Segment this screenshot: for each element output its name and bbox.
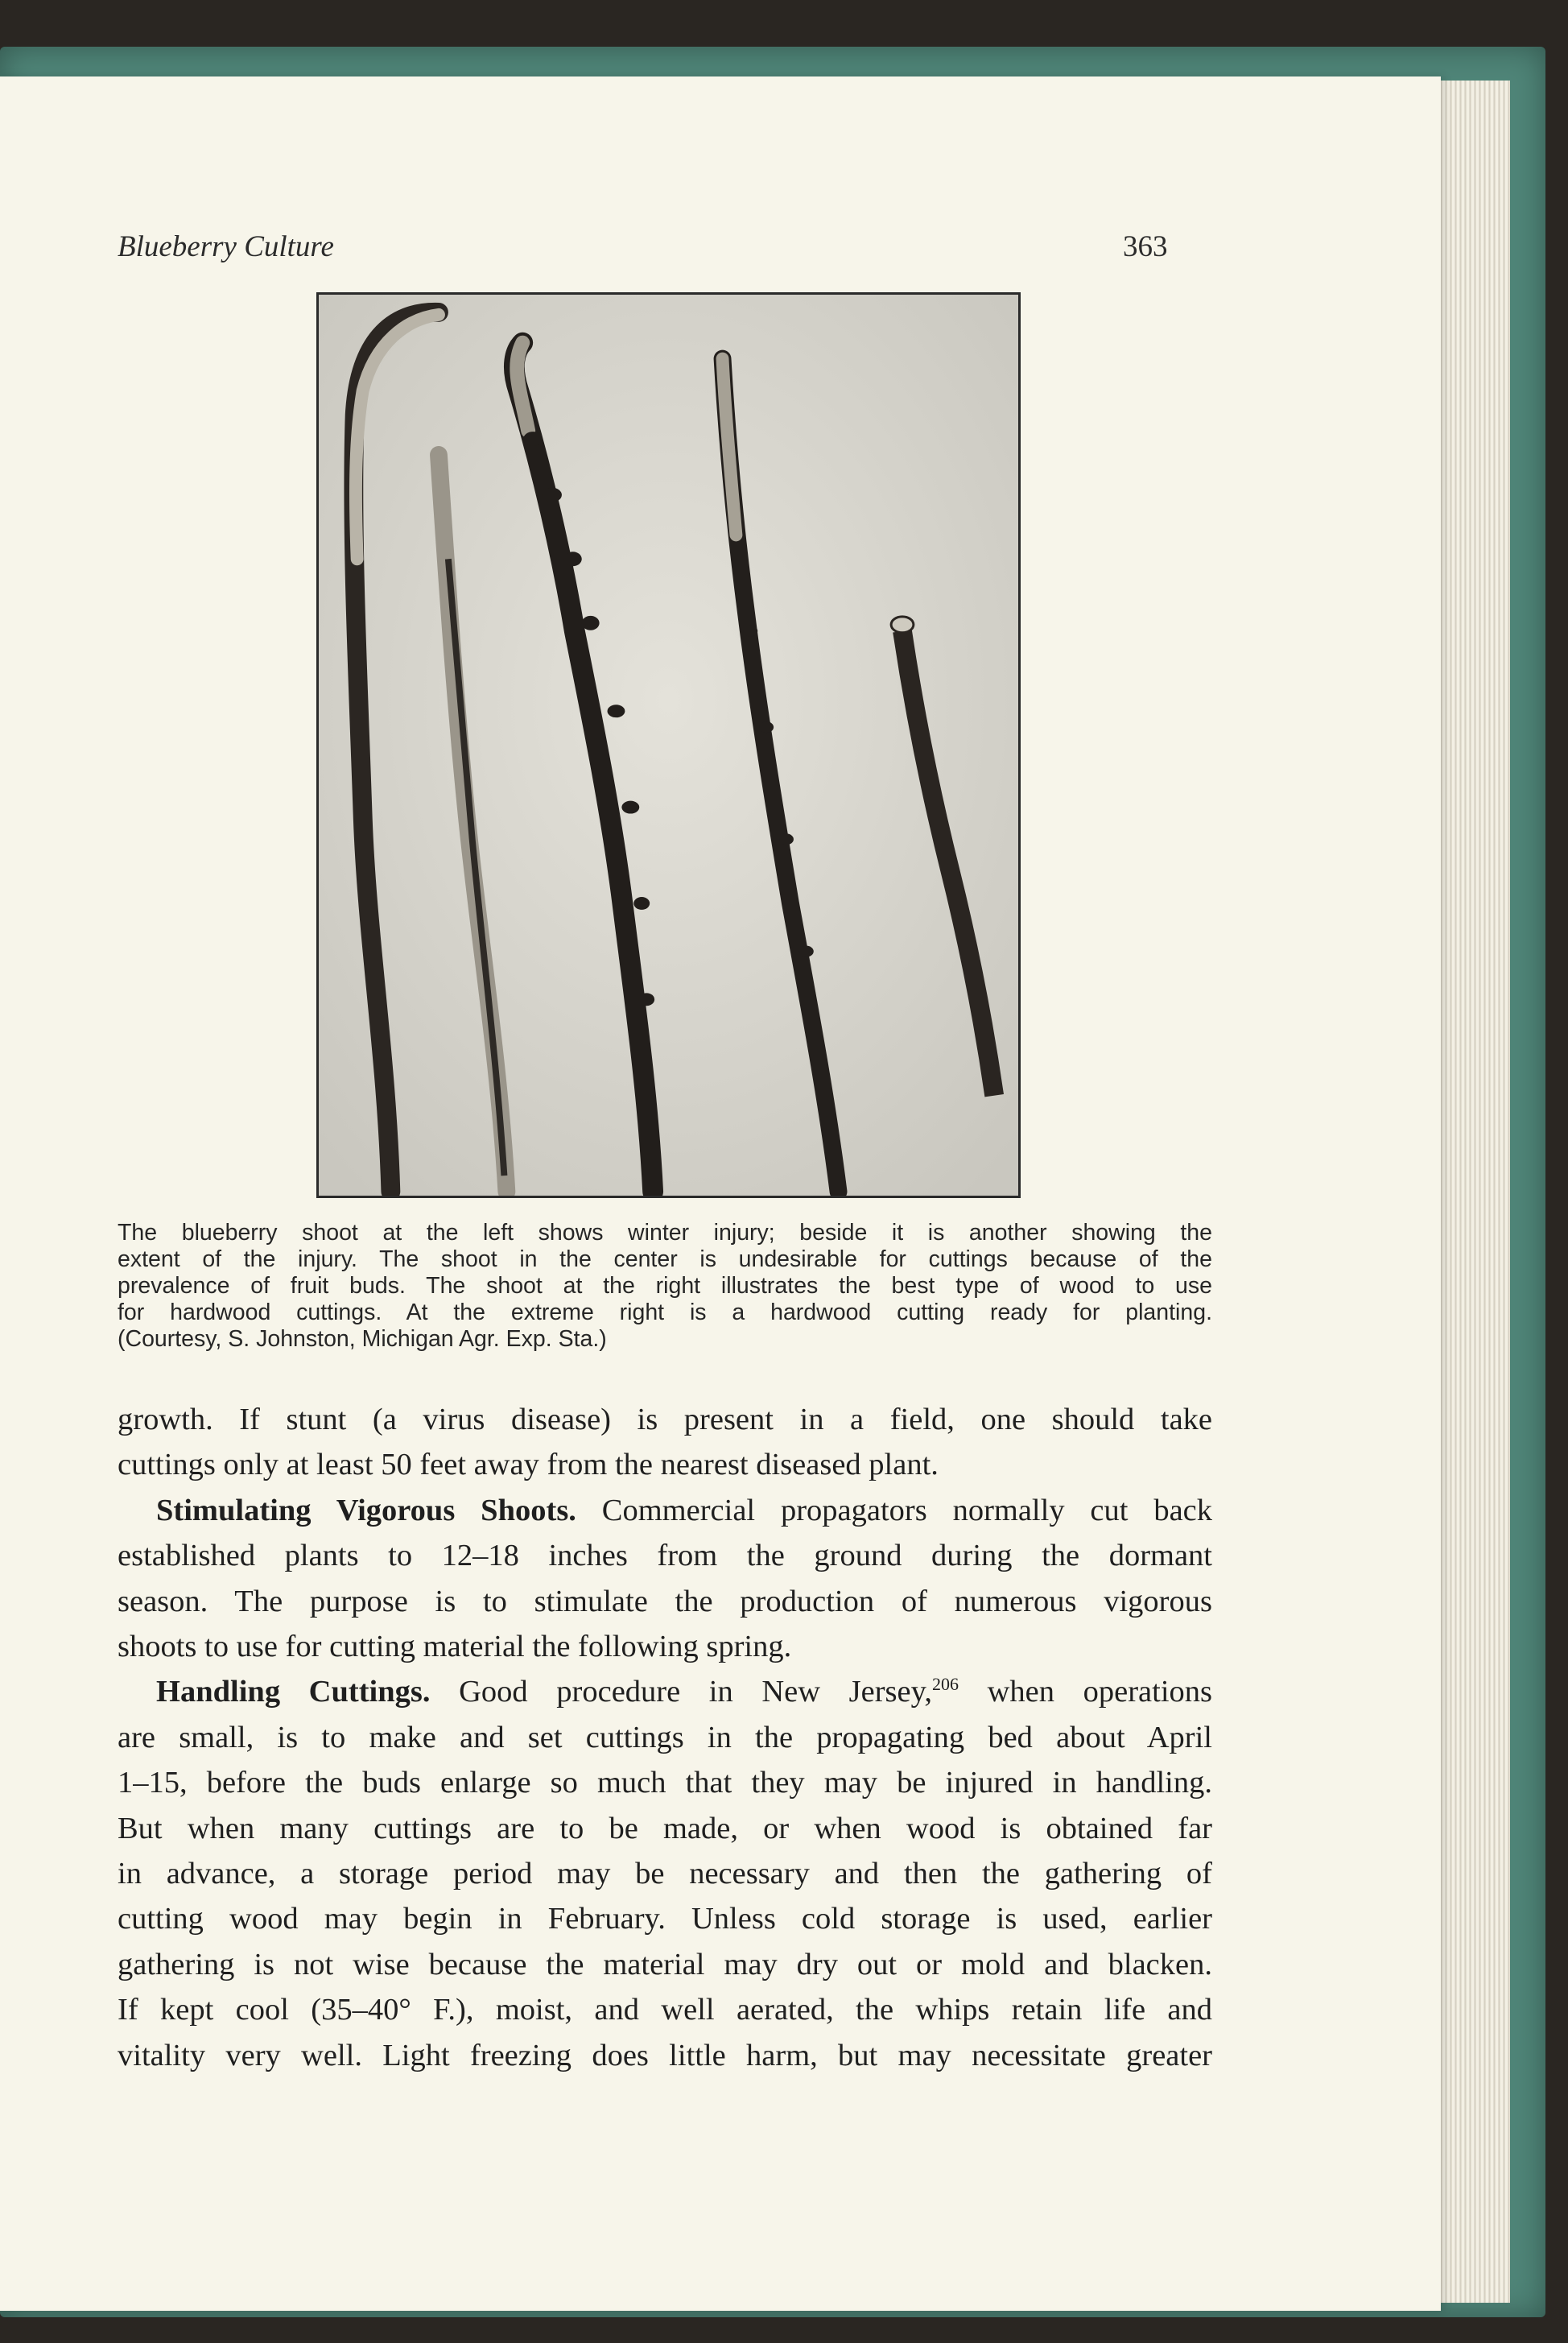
section-heading-handling-cuttings: Handling Cuttings. — [156, 1675, 431, 1709]
paragraph-line: cutting wood may begin in February. Unless cold storage is used, earlier — [118, 1902, 1212, 1936]
paragraph-line: 1–15, before the buds enlarge so much that they may be injured in handling. — [118, 1766, 1212, 1800]
paragraph-line — [118, 1669, 1212, 1714]
paragraph-line: growth. If stunt (a virus disease) is present in a field, one should take — [118, 1403, 1212, 1436]
figure-photograph — [316, 292, 1021, 1198]
paragraph-line: If kept cool (35–40° F.), moist, and well aerated, the whips retain life and — [118, 1993, 1212, 2027]
paragraph-line: vitality very well. Light freezing does little harm, but may necessitate greater — [118, 2038, 1212, 2072]
paragraph-line: established plants to 12–18 inches from the ground during the dormant — [118, 1539, 1212, 1573]
paragraph-text: when operations — [959, 1675, 1212, 1709]
caption-line: (Courtesy, S. Johnston, Michigan Agr. Exp. Sta.) — [118, 1326, 607, 1352]
paragraph-line: season. The purpose is to stimulate the production of numerous vigorous — [118, 1584, 1212, 1618]
paragraph-text: Good procedure in New Jersey, — [430, 1675, 933, 1709]
caption-line: prevalence of fruit buds. The shoot at the right illustrates the best type of wood to use — [118, 1273, 1212, 1299]
figure-caption — [118, 1220, 1212, 1353]
paragraph-line — [118, 1488, 1212, 1533]
paragraph-line: But when many cuttings are to be made, or when wood is obtained far — [118, 1811, 1212, 1845]
caption-line: extent of the injury. The shoot in the center is undesirable for cuttings because of the — [118, 1246, 1212, 1272]
footnote-reference: 206 — [932, 1674, 959, 1695]
running-head-title: Blueberry Culture — [118, 230, 334, 263]
paragraph-text: Commercial propagators normally cut back — [576, 1493, 1213, 1527]
section-heading-stimulating-vigorous-shoots: Stimulating Vigorous Shoots. — [156, 1493, 576, 1527]
caption-line: for hardwood cuttings. At the extreme right is a hardwood cutting ready for planting. — [118, 1300, 1212, 1325]
caption-line: The blueberry shoot at the left shows winter injury; beside it is another showing the — [118, 1220, 1212, 1246]
page-edges — [1433, 81, 1510, 2303]
paragraph-line: are small, is to make and set cuttings in the propagating bed about April — [118, 1720, 1212, 1754]
paragraph-line: in advance, a storage period may be necessary and then the gathering of — [118, 1857, 1212, 1891]
paragraph-line: cuttings only at least 50 feet away from the nearest diseased plant. — [118, 1448, 939, 1482]
paragraph-line: shoots to use for cutting material the following spring. — [118, 1630, 792, 1664]
paragraph-line: gathering is not wise because the material may dry out or mold and blacken. — [118, 1947, 1212, 1981]
page-number: 363 — [1123, 230, 1168, 263]
blueberry-shoots-photo — [319, 295, 1018, 1196]
body-text — [118, 1397, 1212, 2078]
